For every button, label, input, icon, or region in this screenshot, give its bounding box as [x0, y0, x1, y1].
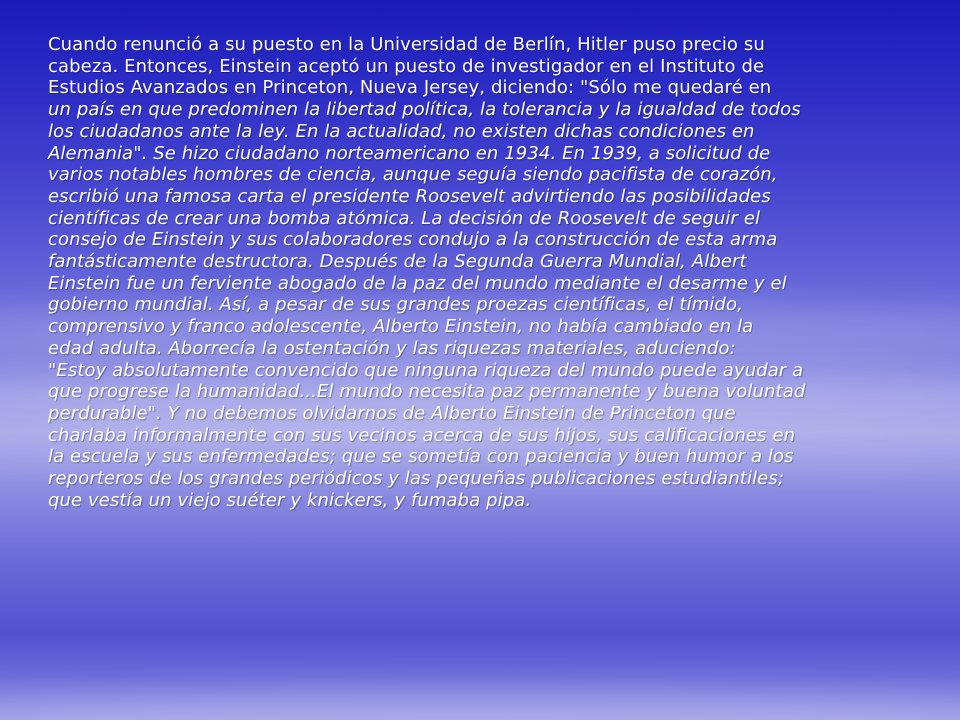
text-line: Einstein fue un ferviente abogado de la paz del mundo mediante el desarme y el — [48, 272, 787, 294]
cloud-streak — [0, 690, 960, 720]
text-line: un país en que predominen la libertad política, la tolerancia y la igualdad de todos — [48, 99, 801, 121]
text-line: escribió una famosa carta el presidente Roosevelt advirtiendo las posibilidades — [48, 185, 771, 207]
text-line: charlaba informalmente con sus vecinos acerca de sus hijos, sus calificaciones en — [48, 424, 796, 446]
text-line: la escuela y sus enfermedades; que se sometía con paciencia y buen humor a los — [48, 446, 794, 468]
text-line: cabeza. Entonces, Einstein aceptó un puesto de investigador en el Instituto de — [48, 55, 765, 77]
text-line: comprensivo y franco adolescente, Alberto Einstein, no había cambiado en la — [48, 316, 754, 338]
text-line: gobierno mundial. Así, a pesar de sus grandes proezas científicas, el tímido, — [48, 294, 743, 316]
text-line: los ciudadanos ante la ley. En la actualidad, no existen dichas condiciones en — [48, 120, 755, 142]
text-line: Estudios Avanzados en Princeton, Nueva Jersey, diciendo: "Sólo me quedaré en — [48, 77, 772, 99]
text-line: fantásticamente destructora. Después de la Segunda Guerra Mundial, Albert — [48, 251, 747, 273]
text-line: consejo de Einstein y sus colaboradores condujo a la construcción de esta arma — [48, 229, 778, 251]
text-line: perdurable". Y no debemos olvidarnos de Alberto Einstein de Princeton que — [48, 402, 736, 424]
slide-body-text — [48, 34, 928, 511]
text-line: que vestía un viejo suéter y knickers, y fumaba pipa. — [48, 489, 532, 511]
text-line: científicas de crear una bomba atómica. La decisión de Roosevelt de seguir el — [48, 207, 761, 229]
text-line: que progrese la humanidad...El mundo necesita paz permanente y buena voluntad — [48, 381, 806, 403]
text-line: Alemania". Se hizo ciudadano norteamericano en 1934. En 1939, a solicitud de — [48, 142, 771, 164]
text-line: reporteros de los grandes periódicos y las pequeñas publicaciones estudiantiles; — [48, 468, 784, 490]
text-line: "Estoy absolutamente convencido que ninguna riqueza del mundo puede ayudar a — [48, 359, 804, 381]
text-line: Cuando renunció a su puesto en la Universidad de Berlín, Hitler puso precio su — [48, 34, 765, 55]
text-line: edad adulta. Aborrecía la ostentación y las riquezas materiales, aduciendo: — [48, 337, 736, 359]
text-line: varios notables hombres de ciencia, aunque seguía siendo pacifista de corazón, — [48, 164, 778, 186]
